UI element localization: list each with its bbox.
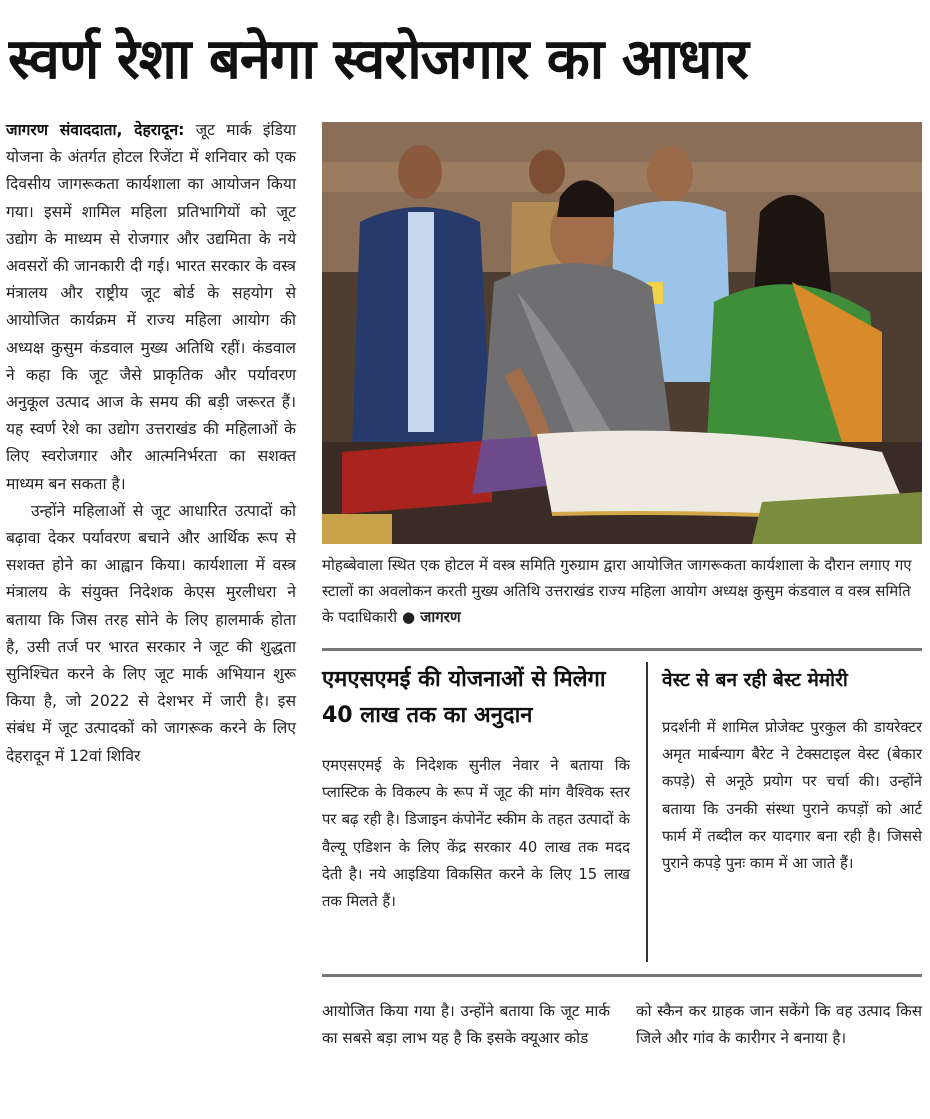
event-photo-illustration	[322, 122, 922, 544]
event-photo	[322, 122, 922, 544]
photo-caption-text: मोहब्बेवाला स्थित एक होटल में वस्त्र समिति गुरुग्राम द्वारा आयोजित जागरूकता कार्यशाला के दौरान लगाए गए स्टालों का अवलोकन करती मुख्य अतिथि उत्तराखंड राज्य महिला आयोग अध्यक्ष कुसुम कंडवाल व वस्त्र समिति के पदाधिकारी	[322, 556, 912, 626]
waste-body: प्रदर्शनी में शामिल प्रोजेक्ट पुरकुल की डायरेक्टर अमृत मार्बन्याग बैरेट ने टेक्सटाइल वेस्ट (बेकार कपड़े) से अनूठे प्रयोग पर चर्चा की। उन्होंने बताया कि उनकी संस्था पुराने कपड़ों को आर्ट फार्म में तब्दील कर यादगार बना रही है। जिससे पुराने कपड़े पुनः काम में आ जाते हैं।	[662, 719, 922, 873]
photo-credit: ● जागरण	[401, 608, 461, 626]
divider-vertical	[646, 662, 648, 962]
continuation-column-a: आयोजित किया गया है। उन्होंने बताया कि जूट मार्क का सबसे बड़ा लाभ यह है कि इसके क्यूआर कोड	[322, 1002, 610, 1048]
photo-caption	[322, 552, 922, 630]
divider-top-right	[322, 648, 922, 651]
dateline: जागरण संवाददाता, देहरादून:	[6, 121, 185, 139]
waste-headline: वेस्ट से बन रही बेस्ट मेमोरी	[662, 669, 848, 691]
main-article-text-1: जूट मार्क इंडिया योजना के अंतर्गत होटल रिजेंटा में शनिवार को एक दिवसीय जागरूकता कार्यशाला का आयोजन किया गया। इसमें शामिल महिला प्रतिभागियों को जूट उद्योग के माध्यम से रोजगार और उद्यमिता के नये अवसरों की जानकारी दी गई। भारत सरकार के वस्त्र मंत्रालय और राष्ट्रीय जूट बोर्ड के सहयोग से आयोजित कार्यक्रम में राज्य महिला आयोग की अध्यक्ष कुसुम कंडवाल मुख्य अतिथि रहीं। कंडवाल ने कहा कि जूट जैसे प्राकृतिक और पर्यावरण अनुकूल उत्पाद आज के समय की बड़ी जरूरत हैं। यह स्वर्ण रेशे का उद्योग उत्तराखंड की महिलाओं के लिए स्वरोजगार और आत्मनिर्भरता का सशक्त माध्यम बन सकता है।	[6, 121, 297, 493]
divider-bottom	[322, 974, 922, 977]
main-article-paragraph-2: उन्होंने महिलाओं से जूट आधारित उत्पादों को बढ़ावा देकर पर्यावरण बचाने और आर्थिक रूप से सशक्त होने का आह्वान किया। कार्यशाला में वस्त्र मंत्रालय के संयुक्त निदेशक केएस मुरलीधरा ने बताया कि जिस तरह सोने के लिए हालमार्क होता है, उसी तर्ज पर भारत सरकार ने जूट की शुद्धता सुनिश्चित करने के लिए जूट मार्क अभियान शुरू किया है, जो 2022 से देशभर में जारी है। इस संबंध में जूट उत्पादकों को जागरूक करने के लिए देहरादून में 12वां शिविर	[6, 501, 296, 765]
msme-body: एमएसएमई के निदेशक सुनील नेवार ने बताया कि प्लास्टिक के विकल्प के रूप में जूट की मांग वैश्विक स्तर पर बढ़ रही है। डिजाइन कंपोनेंट स्कीम के तहत उत्पादों के वैल्यू एडिशन के लिए केंद्र सरकार 40 लाख तक मदद देती है। नये आइडिया विकसित करने के लिए 15 लाख तक मिलते हैं।	[322, 757, 630, 911]
headline: स्वर्ण रेशा बनेगा स्वरोजगार का आधार	[8, 27, 748, 92]
msme-headline: एमएसएमई की योजनाओं से मिलेगा 40 लाख तक का अनुदान	[322, 667, 606, 728]
continuation-column-b: को स्कैन कर ग्राहक जान सकेंगे कि वह उत्पाद किस जिले और गांव के कारीगर ने बनाया है।	[636, 1002, 922, 1048]
main-article-paragraph-1	[6, 117, 296, 498]
main-article-body	[6, 117, 296, 770]
